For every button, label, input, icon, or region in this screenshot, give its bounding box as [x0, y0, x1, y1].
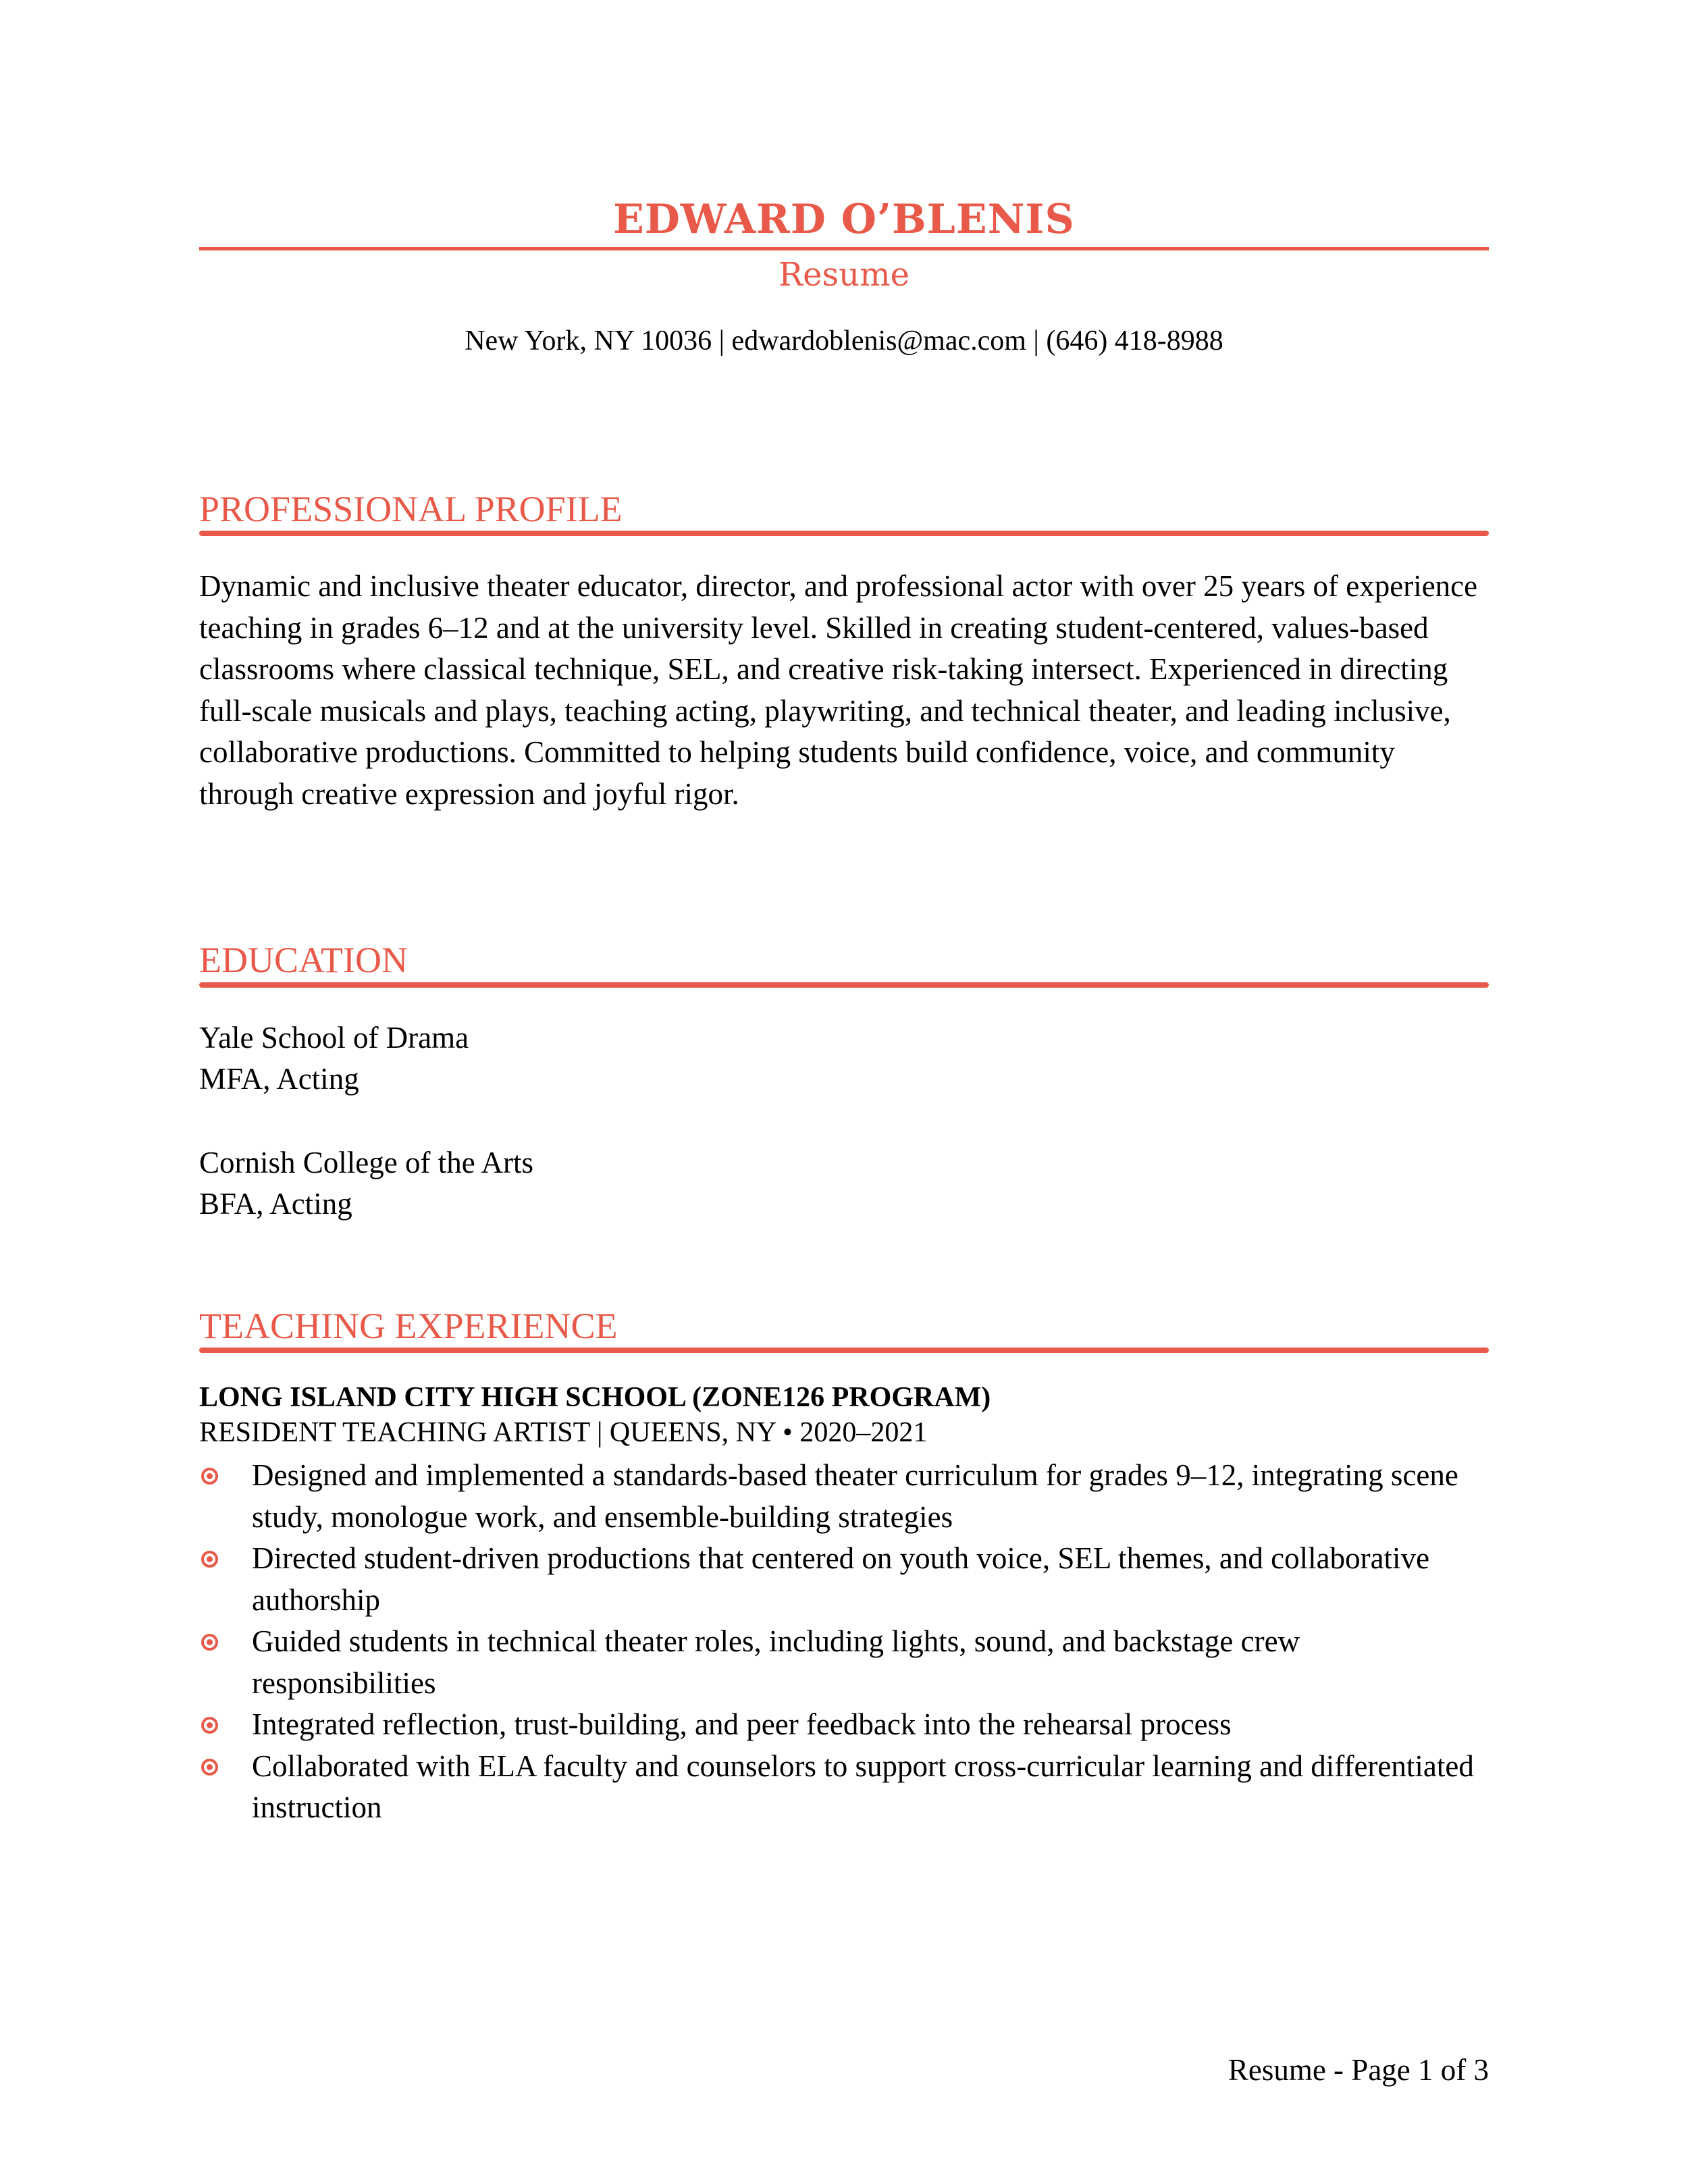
job-bullet — [199, 1704, 1489, 1746]
profile-summary: Dynamic and inclusive theater educator, director, and professional actor with over 25 years of experience teaching in grades 6–12 and at the university level. Skilled in creating student-centered, values-based classrooms where classical technique, SEL, and creative risk-taking intersect. Experienced in directing full-scale musicals and plays, teaching acting, playwriting, and technical theater, and leading inclusive, collaborative productions. Committed to helping students build confidence, voice, and community through creative expression and joyful rigor. — [199, 569, 1478, 811]
job-role: RESIDENT TEACHING ARTIST | QUEENS, NY • 2020–2021 — [199, 1417, 928, 1448]
candidate-name: EDWARD O’BLENIS — [613, 196, 1075, 243]
bullet-icon — [201, 1759, 218, 1776]
section-divider-profile — [199, 531, 1489, 536]
bullet-icon — [201, 1468, 218, 1485]
job-bullet — [199, 1455, 1489, 1538]
bullet-icon — [201, 1551, 218, 1568]
bullet-icon — [201, 1717, 218, 1734]
job-bullet — [199, 1621, 1489, 1704]
bullet-icon — [201, 1634, 218, 1651]
bullet-text: Integrated reflection, trust-building, and peer feedback into the rehearsal process — [252, 1707, 1232, 1741]
contact-info: New York, NY 10036 | edwardoblenis@mac.com | (646) 418-8988 — [465, 325, 1223, 356]
job-bullet — [199, 1746, 1489, 1829]
section-title-teaching: TEACHING EXPERIENCE — [199, 1306, 618, 1346]
education-school: Yale School of Drama — [199, 1021, 469, 1055]
bullet-text: Directed student-driven productions that centered on youth voice, SEL themes, and collaborative authorship — [252, 1541, 1430, 1617]
bullet-text: Collaborated with ELA faculty and counselors to support cross-curricular learning and differentiated instruction — [252, 1749, 1474, 1824]
bullet-text: Guided students in technical theater roles, including lights, sound, and backstage crew responsibilities — [252, 1624, 1300, 1700]
education-degree: BFA, Acting — [199, 1187, 352, 1221]
job-employer: LONG ISLAND CITY HIGH SCHOOL (ZONE126 PROGRAM) — [199, 1382, 991, 1413]
section-divider-education — [199, 982, 1489, 988]
education-school: Cornish College of the Arts — [199, 1146, 533, 1179]
job-bullet-list — [199, 1455, 1489, 1829]
education-degree: MFA, Acting — [199, 1062, 359, 1096]
section-title-education: EDUCATION — [199, 940, 408, 980]
page-footer: Resume - Page 1 of 3 — [1228, 2053, 1489, 2087]
document-subtitle: Resume — [778, 256, 909, 294]
name-divider — [199, 247, 1489, 250]
bullet-text: Designed and implemented a standards-based theater curriculum for grades 9–12, integrating scene study, monologue work, and ensemble-building strategies — [252, 1458, 1458, 1534]
job-bullet — [199, 1538, 1489, 1621]
section-title-profile: PROFESSIONAL PROFILE — [199, 489, 623, 529]
section-divider-teaching — [199, 1348, 1489, 1353]
